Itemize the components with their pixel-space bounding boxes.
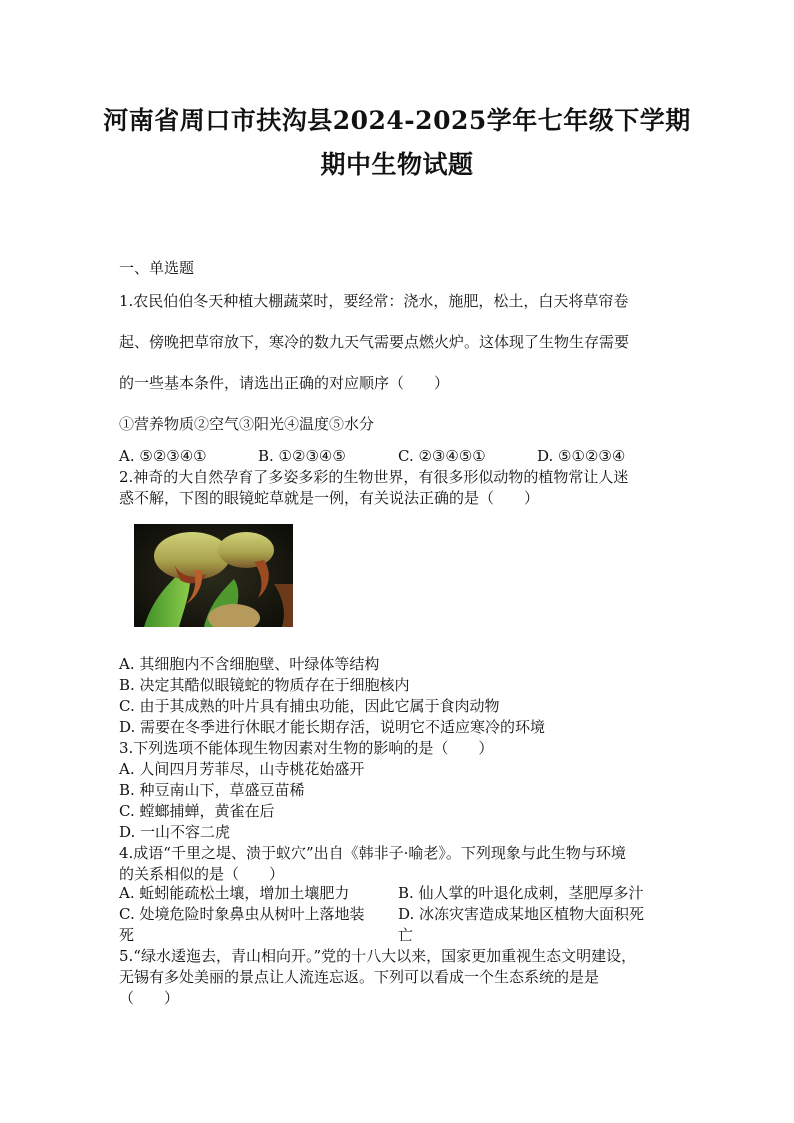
q1-text-line-1: 1.农民伯伯冬天种植大棚蔬菜时，要经常：浇水，施肥，松土，白天将草帘卷 — [119, 292, 629, 310]
q1-option-b: B. ①②③④⑤ — [258, 447, 346, 465]
exam-title-line-1: 河南省周口市扶沟县2024-2025学年七年级下学期 — [103, 106, 691, 135]
q2-option-b: B. 决定其酷似眼镜蛇的物质存在于细胞核内 — [119, 676, 410, 694]
q3-option-b: B. 种豆南山下，草盛豆苗稀 — [119, 781, 305, 799]
q1-option-c: C. ②③④⑤① — [398, 447, 486, 465]
q3-option-a: A. 人间四月芳菲尽，山寺桃花始盛开 — [119, 760, 365, 778]
q3-option-c: C. 螳螂捕蝉，黄雀在后 — [119, 802, 275, 820]
q5-text-line-3: （ ） — [119, 989, 180, 1007]
q2-option-d: D. 需要在冬季进行休眠才能长期存活，说明它不适应寒冷的环境 — [119, 718, 546, 736]
q1-option-a: A. ⑤②③④① — [119, 447, 207, 465]
q2-text-line-2: 惑不解，下图的眼镜蛇草就是一例，有关说法正确的是（ ） — [119, 489, 540, 507]
q4-option-c-wrap: 死 — [119, 926, 135, 944]
q4-text-line-2: 的关系相似的是（ ） — [119, 865, 285, 883]
q4-option-d: D. 冰冻灾害造成某地区植物大面积死 — [398, 905, 645, 923]
q4-option-d-wrap: 亡 — [398, 926, 414, 944]
q5-text-line-2: 无锡有多处美丽的景点让人流连忘返。下列可以看成一个生态系统的是是 — [119, 968, 600, 986]
q4-option-c: C. 处境危险时象鼻虫从树叶上落地装 — [119, 905, 365, 923]
q4-option-a: A. 蚯蚓能疏松土壤，增加土壤肥力 — [119, 884, 350, 902]
q4-option-b: B. 仙人掌的叶退化成刺，茎肥厚多汁 — [398, 884, 644, 902]
q1-text-line-3: 的一些基本条件，请选出正确的对应顺序（ ） — [119, 374, 450, 392]
section-heading: 一、单选题 — [119, 259, 195, 277]
q3-text: 3.下列选项不能体现生物因素对生物的影响的是（ ） — [119, 739, 494, 757]
q2-option-c: C. 由于其成熟的叶片具有捕虫功能，因此它属于食肉动物 — [119, 697, 500, 715]
q2-text-line-1: 2.神奇的大自然孕育了多姿多彩的生物世界，有很多形似动物的植物常让人迷 — [119, 468, 629, 486]
q5-text-line-1: 5.“绿水逶迤去，青山相向开。”党的十八大以来，国家更加重视生态文明建设， — [119, 947, 637, 965]
q2-option-a: A. 其细胞内不含细胞壁、叶绿体等结构 — [119, 655, 380, 673]
q1-text-line-2: 起、傍晚把草帘放下，寒冷的数九天气需要点燃火炉。这体现了生物生存需要 — [119, 333, 630, 351]
q1-option-d: D. ⑤①②③④ — [537, 447, 626, 465]
cobra-lily-photo — [134, 524, 293, 627]
q3-option-d: D. 一山不容二虎 — [119, 823, 231, 841]
q1-items: ①营养物质②空气③阳光④温度⑤水分 — [119, 415, 375, 433]
q4-text-line-1: 4.成语“千里之堤、溃于蚁穴”出自《韩非子·喻老》。下列现象与此生物与环境 — [119, 844, 626, 862]
exam-title-line-2: 期中生物试题 — [320, 150, 474, 179]
